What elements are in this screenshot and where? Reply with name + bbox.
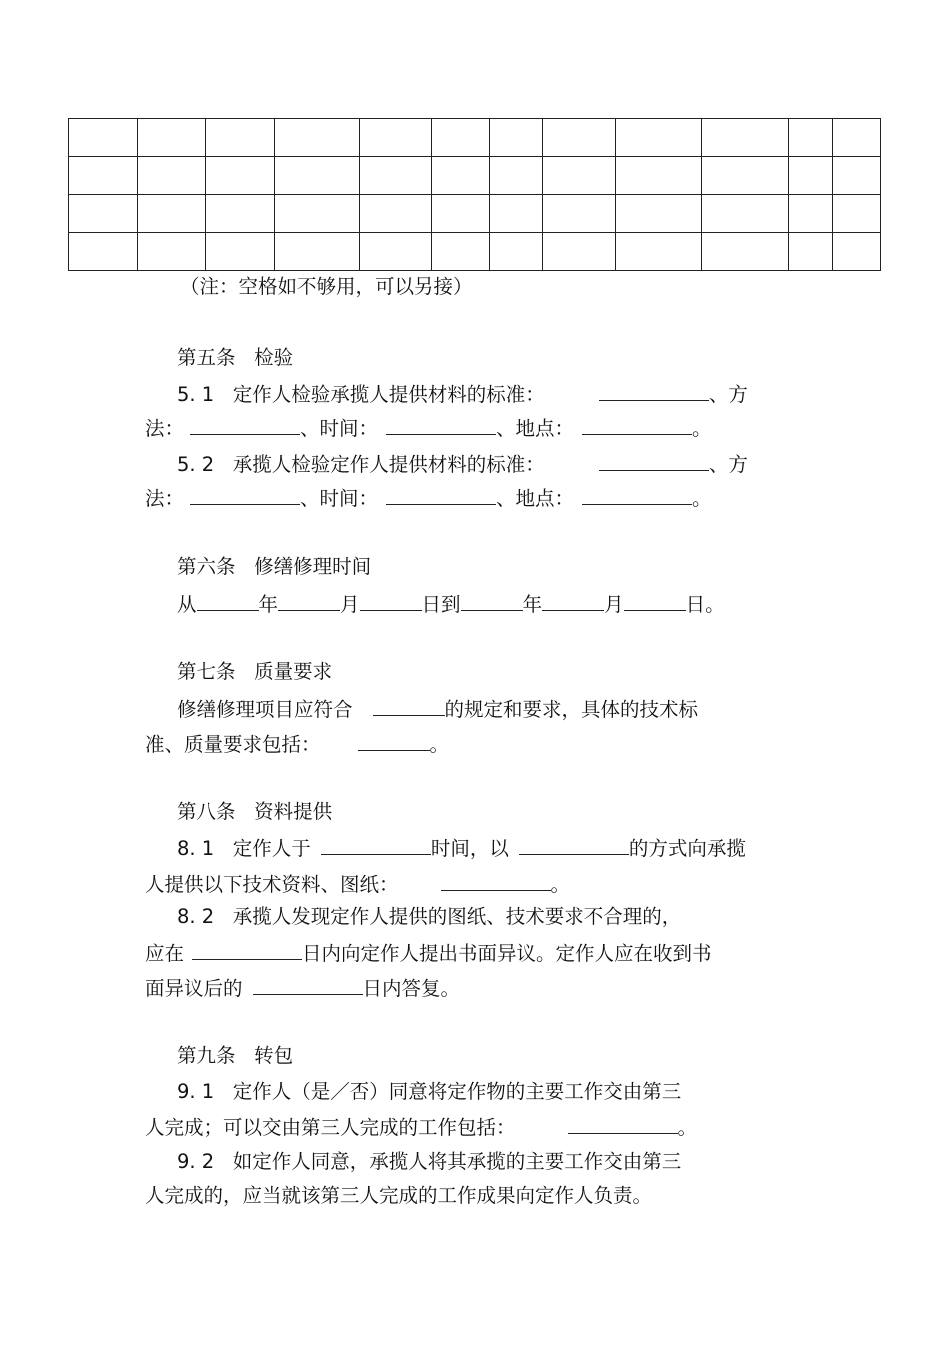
fill-blank[interactable] (582, 413, 692, 435)
table-cell[interactable] (206, 119, 275, 157)
text: 、时间： (300, 417, 379, 440)
text: 、地点： (496, 417, 575, 440)
text: 时间，以 (430, 837, 509, 860)
table-cell[interactable] (138, 233, 206, 271)
table-cell[interactable] (360, 119, 432, 157)
text: 准、质量要求包括： (145, 733, 321, 756)
table-cell[interactable] (206, 233, 275, 271)
text: 从 (177, 593, 197, 616)
article-8-1-line1 (177, 833, 746, 863)
table-note: （注：空格如不够用，可以另接） (180, 275, 473, 298)
text: 年 (522, 593, 543, 616)
text: 5. 2 承揽人检验定作人提供材料的标准： (177, 453, 545, 476)
fill-blank[interactable] (197, 589, 259, 611)
text: 、方 (708, 383, 748, 406)
text: 法： (145, 417, 185, 440)
table-cell[interactable] (702, 157, 789, 195)
text: 日内答复。 (362, 977, 461, 1000)
table-cell[interactable] (360, 157, 432, 195)
fill-blank[interactable] (190, 483, 300, 505)
fill-blank[interactable] (542, 589, 604, 611)
fill-blank[interactable] (358, 729, 430, 751)
table-row (69, 119, 881, 157)
text: 修缮修理项目应符合 (177, 698, 353, 721)
table-cell[interactable] (616, 157, 702, 195)
table-cell[interactable] (360, 195, 432, 233)
text: 人完成；可以交由第三人完成的工作包括： (145, 1116, 516, 1139)
table-cell[interactable] (138, 157, 206, 195)
table-cell[interactable] (616, 233, 702, 271)
text: 日到 (421, 593, 461, 616)
table-cell[interactable] (490, 119, 543, 157)
table-cell[interactable] (543, 233, 616, 271)
table-cell[interactable] (833, 233, 881, 271)
text: 、时间： (300, 487, 379, 510)
article-5-2-line2 (145, 483, 712, 513)
text: 。 (429, 733, 450, 756)
table-cell[interactable] (789, 233, 833, 271)
text: 人提供以下技术资料、图纸： (145, 873, 399, 896)
table-row (69, 233, 881, 271)
table-cell[interactable] (490, 233, 543, 271)
table-cell[interactable] (702, 233, 789, 271)
table-cell[interactable] (432, 233, 490, 271)
blank-table (68, 118, 881, 271)
text: 、方 (708, 453, 748, 476)
text: 的规定和要求，具体的技术标 (444, 698, 699, 721)
table-cell[interactable] (360, 233, 432, 271)
table-cell[interactable] (275, 195, 360, 233)
text: 月 (340, 593, 360, 616)
fill-blank[interactable] (278, 589, 340, 611)
article-5-heading: 第五条 检验 (177, 346, 294, 369)
text: 月 (604, 593, 624, 616)
table-cell[interactable] (616, 119, 702, 157)
article-6-dates (177, 589, 725, 619)
table-cell[interactable] (69, 119, 138, 157)
table-cell[interactable] (206, 157, 275, 195)
article-7-line2 (145, 729, 449, 759)
text: 年 (258, 593, 279, 616)
table-cell[interactable] (789, 119, 833, 157)
text: 法： (145, 487, 185, 510)
fill-blank[interactable] (441, 869, 551, 891)
table-cell[interactable] (789, 195, 833, 233)
table-cell[interactable] (275, 157, 360, 195)
text: 。 (692, 417, 712, 440)
article-7-line1 (177, 694, 698, 724)
text: 日内向定作人提出书面异议。定作人应在收到书 (302, 942, 712, 965)
article-8-2-line3 (145, 973, 460, 1003)
table-cell[interactable] (702, 119, 789, 157)
table-cell[interactable] (702, 195, 789, 233)
text: 8. 1 定作人于 (177, 837, 311, 860)
table-cell[interactable] (69, 157, 138, 195)
table-cell[interactable] (275, 119, 360, 157)
table-cell[interactable] (432, 119, 490, 157)
fill-blank[interactable] (190, 413, 300, 435)
table-cell[interactable] (206, 195, 275, 233)
table-cell[interactable] (69, 195, 138, 233)
fill-blank[interactable] (599, 379, 709, 401)
table-cell[interactable] (543, 157, 616, 195)
article-8-2-line1: 8. 2 承揽人发现定作人提供的图纸、技术要求不合理的， (177, 905, 682, 928)
table-cell[interactable] (69, 233, 138, 271)
article-5-2-line1 (177, 449, 748, 479)
fill-blank[interactable] (624, 589, 686, 611)
table-cell[interactable] (490, 157, 543, 195)
fill-blank[interactable] (519, 833, 629, 855)
table-cell[interactable] (138, 195, 206, 233)
text: 5. 1 定作人检验承揽人提供材料的标准： (177, 383, 545, 406)
table-cell[interactable] (789, 157, 833, 195)
text: 、地点： (496, 487, 575, 510)
fill-blank[interactable] (360, 589, 422, 611)
text: 的方式向承揽 (628, 837, 746, 860)
table-cell[interactable] (543, 119, 616, 157)
table-row (69, 195, 881, 233)
table-cell[interactable] (833, 195, 881, 233)
table-cell[interactable] (833, 119, 881, 157)
table-cell[interactable] (275, 233, 360, 271)
article-6-heading: 第六条 修缮修理时间 (177, 555, 372, 578)
text: 。 (677, 1116, 698, 1139)
article-8-2-line2 (145, 938, 712, 968)
fill-blank[interactable] (373, 694, 445, 716)
table-cell[interactable] (432, 157, 490, 195)
article-9-1-line2 (145, 1112, 697, 1142)
text: 应在 (145, 942, 185, 965)
text: 。 (692, 487, 712, 510)
fill-blank[interactable] (386, 483, 496, 505)
article-5-1-line1 (177, 379, 748, 409)
fill-blank[interactable] (599, 449, 709, 471)
fill-blank[interactable] (582, 483, 692, 505)
article-9-heading: 第九条 转包 (177, 1044, 294, 1067)
table-cell[interactable] (616, 195, 702, 233)
table-cell[interactable] (138, 119, 206, 157)
article-7-heading: 第七条 质量要求 (177, 660, 333, 683)
fill-blank[interactable] (568, 1112, 678, 1134)
table-cell[interactable] (490, 195, 543, 233)
article-9-1-line1: 9. 1 定作人（是／否）同意将定作物的主要工作交由第三 (177, 1080, 682, 1103)
text: 。 (550, 873, 571, 896)
fill-blank[interactable] (386, 413, 496, 435)
article-8-heading: 第八条 资料提供 (177, 800, 333, 823)
fill-blank[interactable] (461, 589, 523, 611)
fill-blank[interactable] (321, 833, 431, 855)
table-cell[interactable] (543, 195, 616, 233)
fill-blank[interactable] (192, 938, 302, 960)
article-8-1-line2 (145, 869, 570, 899)
table-cell[interactable] (432, 195, 490, 233)
article-9-2-line1: 9. 2 如定作人同意，承揽人将其承揽的主要工作交由第三 (177, 1150, 682, 1173)
fill-blank[interactable] (253, 973, 363, 995)
text: 面异议后的 (145, 977, 243, 1000)
text: 日。 (685, 593, 725, 616)
table-row (69, 157, 881, 195)
article-5-1-line2 (145, 413, 712, 443)
table-cell[interactable] (833, 157, 881, 195)
article-9-2-line2: 人完成的，应当就该第三人完成的工作成果向定作人负责。 (145, 1184, 653, 1207)
